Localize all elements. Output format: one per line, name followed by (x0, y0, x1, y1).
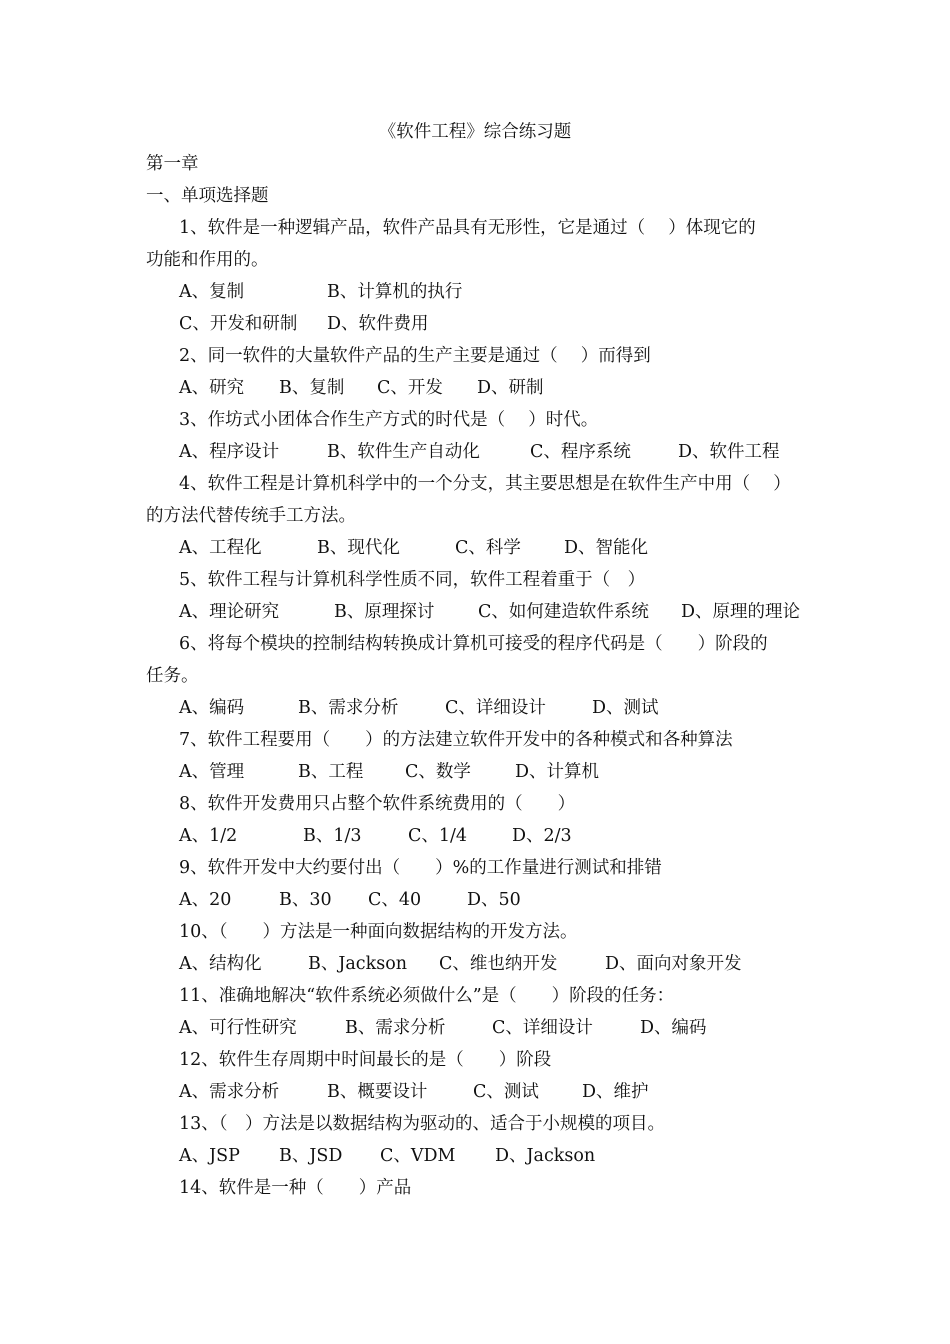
answer-option: A、可行性研究 (179, 1018, 297, 1038)
answer-option: A、需求分析 (179, 1082, 280, 1102)
question-text-continuation: 功能和作用的。 (146, 250, 269, 270)
answer-option: C、程序系统 (530, 442, 631, 462)
answer-option: A、程序设计 (179, 442, 280, 462)
question-text: 11、准确地解决“软件系统必须做什么”是（ ）阶段的任务： (179, 986, 675, 1006)
answer-option: D、测试 (592, 698, 659, 718)
option-row (0, 280, 950, 304)
chapter-heading: 第一章 (146, 154, 199, 174)
section-heading: 一、单项选择题 (146, 186, 269, 206)
answer-option: D、50 (467, 890, 521, 910)
answer-option: D、研制 (477, 378, 544, 398)
answer-option: D、Jackson (495, 1146, 596, 1166)
answer-option: A、工程化 (179, 538, 262, 558)
answer-option: B、1/3 (303, 826, 362, 846)
question-text: 4、软件工程是计算机科学中的一个分支，其主要思想是在软件生产中用（ ） (179, 474, 791, 494)
answer-option: C、40 (368, 890, 422, 910)
answer-option: C、科学 (455, 538, 521, 558)
answer-option: C、VDM (380, 1146, 456, 1166)
answer-option: A、20 (179, 890, 232, 910)
option-row (0, 824, 950, 848)
answer-option: B、需求分析 (345, 1018, 446, 1038)
option-row (0, 536, 950, 560)
answer-option: B、Jackson (308, 954, 408, 974)
answer-option: D、计算机 (515, 762, 600, 782)
question-text: 6、将每个模块的控制结构转换成计算机可接受的程序代码是（ ）阶段的 (179, 634, 768, 654)
answer-option: A、编码 (179, 698, 245, 718)
question-text-continuation: 的方法代替传统手工方法。 (146, 506, 356, 526)
answer-option: B、软件生产自动化 (327, 442, 480, 462)
option-row (0, 760, 950, 784)
answer-option: D、编码 (640, 1018, 707, 1038)
answer-option: A、1/2 (179, 826, 238, 846)
answer-option: D、软件工程 (678, 442, 780, 462)
answer-option: D、2/3 (512, 826, 572, 846)
answer-option: D、智能化 (564, 538, 649, 558)
answer-option: B、现代化 (317, 538, 400, 558)
answer-option: B、概要设计 (327, 1082, 428, 1102)
answer-option: A、研究 (179, 378, 245, 398)
answer-option: A、管理 (179, 762, 245, 782)
option-row (0, 312, 950, 336)
question-text: 1、软件是一种逻辑产品，软件产品具有无形性，它是通过（ ）体现它的 (179, 218, 756, 238)
answer-option: A、理论研究 (179, 602, 280, 622)
answer-option: D、软件费用 (327, 314, 429, 334)
question-text: 5、软件工程与计算机科学性质不同，软件工程着重于（ ） (179, 570, 646, 590)
answer-option: B、需求分析 (298, 698, 399, 718)
option-row (0, 696, 950, 720)
option-row (0, 440, 950, 464)
question-text: 14、软件是一种（ ）产品 (179, 1178, 412, 1198)
answer-option: A、JSP (179, 1146, 240, 1166)
answer-option: D、面向对象开发 (605, 954, 742, 974)
option-row (0, 376, 950, 400)
question-text: 10、（ ）方法是一种面向数据结构的开发方法。 (179, 922, 578, 942)
question-text: 13、（ ）方法是以数据结构为驱动的、适合于小规模的项目。 (179, 1114, 666, 1134)
option-row (0, 1144, 950, 1168)
answer-option: B、计算机的执行 (327, 282, 463, 302)
answer-option: D、维护 (582, 1082, 649, 1102)
answer-option: C、开发 (377, 378, 443, 398)
question-text: 8、软件开发费用只占整个软件系统费用的（ ） (179, 794, 576, 814)
question-text: 12、软件生存周期中时间最长的是（ ）阶段 (179, 1050, 552, 1070)
option-row (0, 952, 950, 976)
question-text-continuation: 任务。 (146, 666, 199, 686)
question-text: 7、软件工程要用（ ）的方法建立软件开发中的各种模式和各种算法 (179, 730, 733, 750)
question-text: 9、软件开发中大约要付出（ ）%的工作量进行测试和排错 (179, 858, 662, 878)
question-text: 2、同一软件的大量软件产品的生产主要是通过（ ）而得到 (179, 346, 651, 366)
answer-option: C、如何建造软件系统 (478, 602, 649, 622)
option-row (0, 1080, 950, 1104)
document-title: 《软件工程》综合练习题 (378, 122, 572, 142)
answer-option: C、数学 (405, 762, 471, 782)
answer-option: C、测试 (473, 1082, 539, 1102)
option-row (0, 1016, 950, 1040)
answer-option: A、复制 (179, 282, 245, 302)
answer-option: C、详细设计 (445, 698, 546, 718)
option-row (0, 888, 950, 912)
answer-option: C、详细设计 (492, 1018, 593, 1038)
question-text: 3、作坊式小团体合作生产方式的时代是（ ）时代。 (179, 410, 599, 430)
answer-option: B、复制 (279, 378, 345, 398)
answer-option: C、1/4 (408, 826, 468, 846)
answer-option: C、开发和研制 (179, 314, 298, 334)
answer-option: C、维也纳开发 (439, 954, 558, 974)
answer-option: D、原理的理论 (681, 602, 801, 622)
answer-option: A、结构化 (179, 954, 262, 974)
answer-option: B、工程 (298, 762, 364, 782)
answer-option: B、30 (279, 890, 332, 910)
option-row (0, 600, 950, 624)
answer-option: B、JSD (279, 1146, 343, 1166)
answer-option: B、原理探讨 (334, 602, 435, 622)
